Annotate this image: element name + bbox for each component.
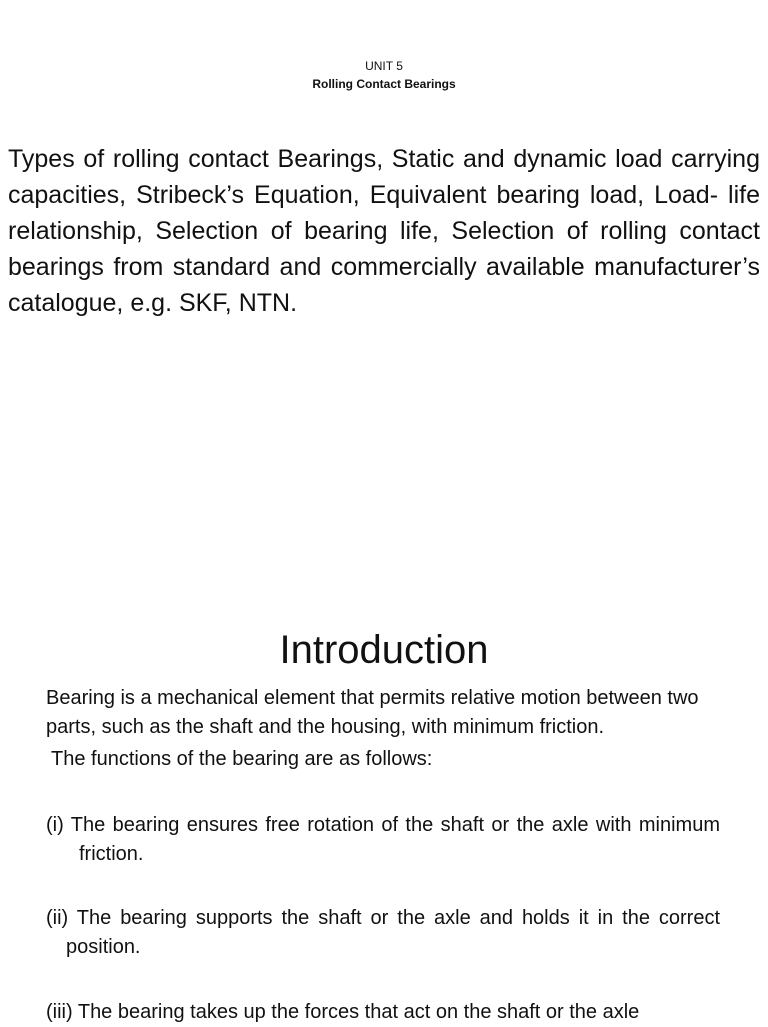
unit-title: Rolling Contact Bearings bbox=[312, 77, 456, 91]
functions-lead: The functions of the bearing are as follows: bbox=[51, 748, 433, 770]
syllabus-text: Types of rolling contact Bearings, Static and dynamic load carrying capacities, Stribeck’s Equation, Equivalent bearing load, Load- life relationship, Selection of bearing life, Selection of rolling contact bearings from standard and commercially available manufacturer’s catalogue, e.g. SKF, NTN. bbox=[8, 145, 760, 317]
slide-introduction bbox=[0, 600, 768, 1024]
bearing-definition: Bearing is a mechanical element that permits relative motion between two parts, such as the shaft and the housing, with minimum friction. bbox=[46, 687, 699, 738]
introduction-heading: Introduction bbox=[279, 628, 489, 672]
unit-label: UNIT 5 bbox=[365, 59, 403, 73]
function-item-2: (ii) The bearing supports the shaft or the axle and holds it in the correct position. bbox=[46, 907, 720, 958]
function-item-1: (i) The bearing ensures free rotation of the shaft or the axle with minimum friction. bbox=[46, 814, 720, 865]
function-item-3: (iii) The bearing takes up the forces that act on the shaft or the axle bbox=[46, 1001, 640, 1023]
